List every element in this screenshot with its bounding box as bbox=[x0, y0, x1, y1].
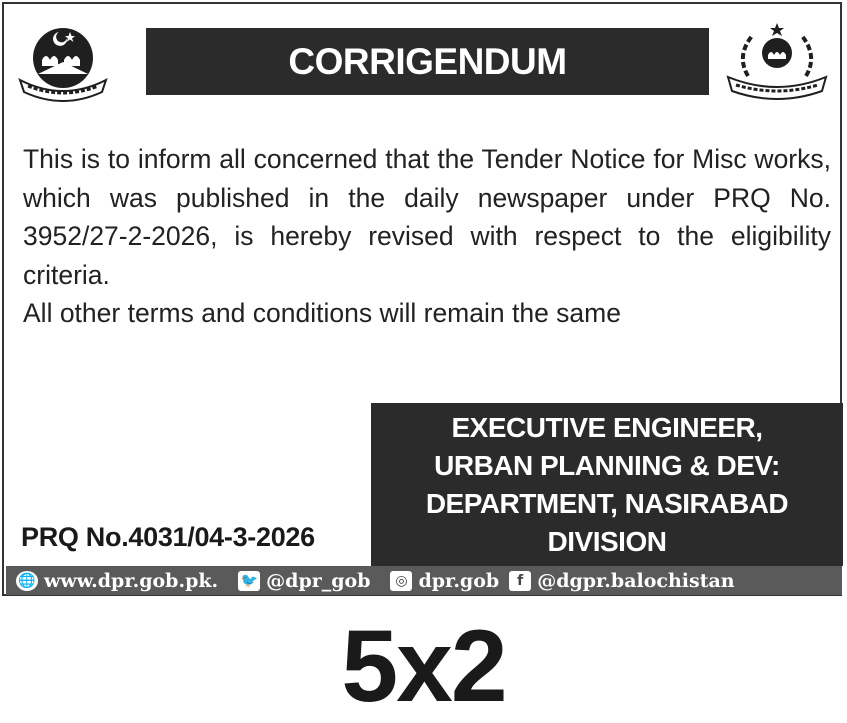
twitter-icon: 🐦 bbox=[238, 571, 260, 591]
signatory-designation: EXECUTIVE ENGINEER, bbox=[451, 411, 763, 443]
ad-size-label: 5x2 bbox=[341, 609, 506, 723]
signatory-division: DIVISION bbox=[547, 525, 667, 557]
footer-website[interactable] bbox=[16, 570, 218, 592]
title-banner bbox=[146, 28, 709, 95]
prq-number: PRQ No.4031/04-3-2026 bbox=[21, 522, 315, 552]
footer-facebook[interactable] bbox=[509, 570, 734, 592]
instagram-icon: ◎ bbox=[390, 571, 412, 591]
balochistan-emblem-logo bbox=[16, 18, 110, 102]
notice-body bbox=[23, 140, 831, 333]
facebook-handle: @dgpr.balochistan bbox=[537, 569, 735, 592]
website-text: www.dpr.gob.pk. bbox=[44, 569, 219, 592]
notice-title: CORRIGENDUM bbox=[288, 40, 567, 82]
twitter-handle: @dpr_gob bbox=[266, 569, 371, 592]
signatory-department: URBAN PLANNING & DEV: bbox=[434, 449, 780, 481]
footer-twitter[interactable] bbox=[238, 570, 370, 592]
signatory-department-cont: DEPARTMENT, NASIRABAD bbox=[425, 487, 789, 519]
facebook-icon: f bbox=[509, 571, 531, 591]
body-paragraph-closing: All other terms and conditions will remain the same bbox=[23, 298, 621, 328]
dgpr-balochistan-logo bbox=[718, 21, 836, 101]
instagram-handle: dpr.gob bbox=[418, 569, 500, 592]
signatory-block bbox=[371, 403, 843, 566]
footer-contact-bar bbox=[6, 566, 842, 595]
footer-instagram[interactable] bbox=[390, 570, 499, 592]
globe-icon: 🌐 bbox=[16, 571, 38, 591]
body-paragraph: This is to inform all concerned that the Tender Notice for Misc works, which was published in the daily newspaper under PRQ No. 3952/27-2-2026, is hereby revised with respect to the eligibility criteria. bbox=[23, 144, 831, 290]
corrigendum-notice bbox=[2, 2, 842, 596]
